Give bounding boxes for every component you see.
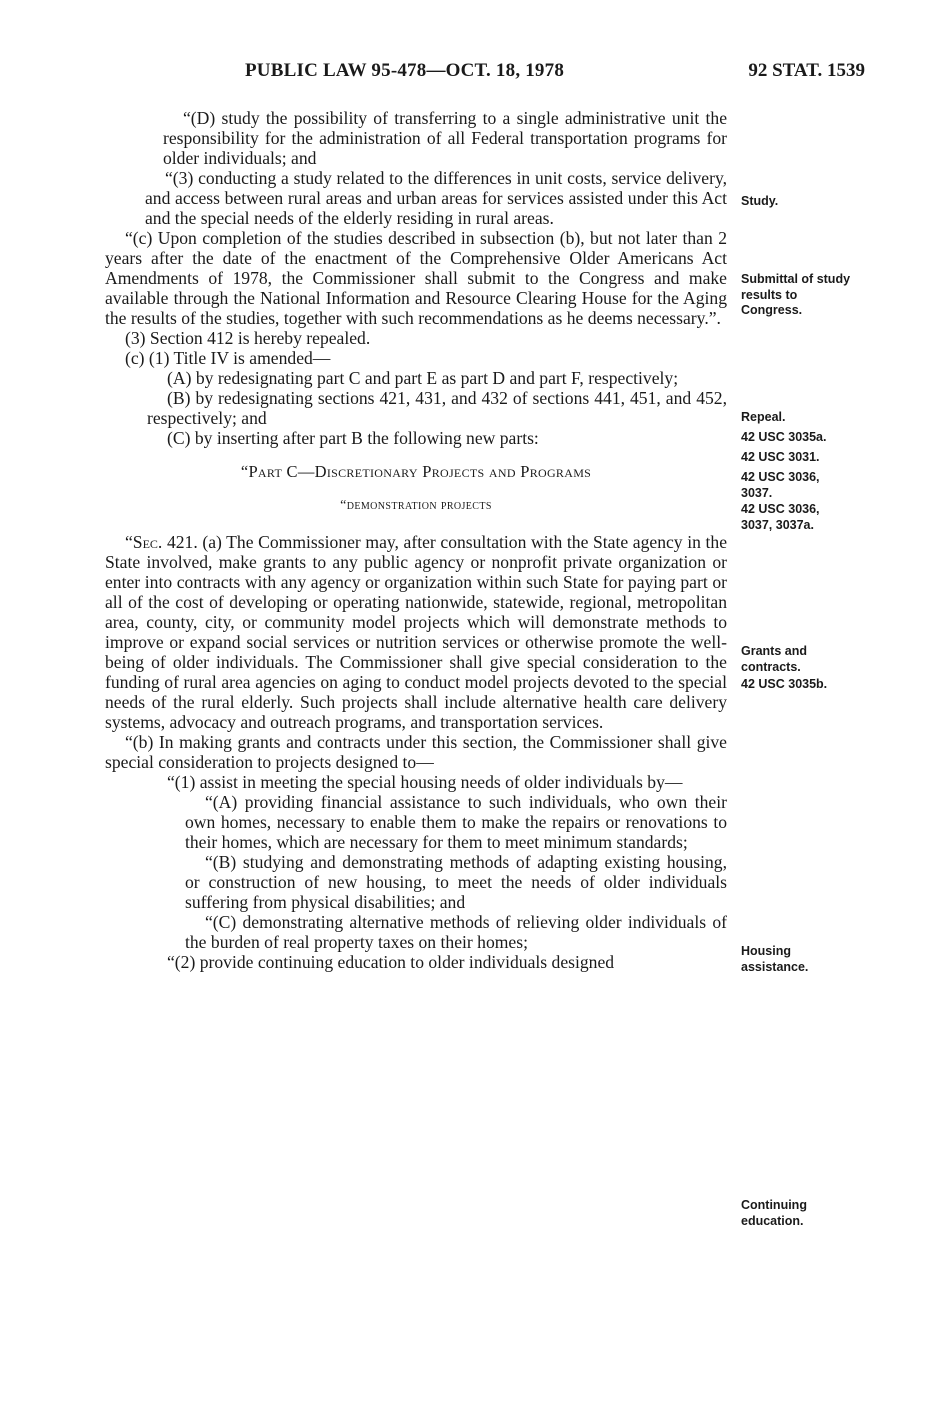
paragraph-3: “(3) conducting a study related to the differences in unit costs, service delivery, and access between rural areas and urban areas for services assisted under this Act and the special needs of the elderly residing in rural areas. (145, 168, 727, 228)
margin-note-usc-3035b: 42 USC 3035b. (741, 677, 828, 691)
statute-page-number: 92 STAT. 1539 (748, 60, 865, 81)
paragraph-c: “(c) Upon completion of the studies described in subsection (b), but not later than 2 years after the date of the enactment of the Comprehensive Older Americans Act Amendments of 1978, the Commissioner shall submit to the Congress and make available through the National Information and Resource Clearing House for the Aging the results of the studies, together with such recommendations as he deems necessary.”. (105, 228, 727, 328)
law-title: PUBLIC LAW 95-478—OCT. 18, 1978 (245, 60, 565, 81)
margin-note-usc-3035a: 42 USC 3035a. (741, 430, 827, 444)
margin-note-study: Study. (741, 194, 779, 208)
paragraph-b1-a: “(A) providing financial assistance to such individuals, who own their own homes, necessary to enable them to make the repairs or renovations to their homes, which are necessary for them to meet minimum standards; (185, 792, 727, 852)
paragraph-repeal: (3) Section 412 is hereby repealed. (125, 328, 371, 348)
section-label: “Sec. 421. (125, 532, 198, 552)
margin-note-education: Continuing education. (741, 1198, 807, 1228)
paragraph-b2-education: “(2) provide continuing education to older individuals designed (167, 952, 615, 972)
margin-note-usc-3036-3037a: 42 USC 3036, 3037, 3037a. (741, 502, 820, 532)
margin-note-repeal: Repeal. (741, 410, 786, 424)
page-header (105, 60, 865, 84)
paragraph-b1-b: “(B) studying and demonstrating methods of adapting existing housing, or construction of new housing, to meet the needs of older individuals suffering from physical disabilities; and (185, 852, 727, 912)
margin-note-housing: Housing assistance. (741, 944, 809, 974)
margin-note-submittal: Submittal of study results to Congress. (741, 272, 851, 317)
paragraph-b-redesignate: (B) by redesignating sections 421, 431, and 432 of sections 441, 451, and 452, respectively; and (147, 388, 727, 428)
paragraph-b1-c: “(C) demonstrating alternative methods of relieving older individuals of the burden of real property taxes on their homes; (185, 912, 727, 952)
margin-note-grants: Grants and contracts. (741, 644, 807, 674)
section-421-a-text: (a) The Commissioner may, after consultation with the State agency in the State involved, make grants to any public agency or nonprofit private organization or enter into contracts with any agency or organization within such State for paying part or all of the cost of developing or operating nationwide, statewide, regional, metropolitan area, county, city, or community model projects which will demonstrate methods to improve or expand social services or nutrition services or otherwise promote the well-being of older individuals. The Commissioner shall give special consideration to the funding of rural area agencies on aging to conduct model projects devoted to the special needs of the rural elderly. Such projects shall include alternative health care delivery systems, advocacy and outreach programs, and transportation services. (105, 532, 728, 732)
paragraph-c-insert: (C) by inserting after part B the following new parts: (167, 428, 539, 448)
paragraph-b1-housing: “(1) assist in meeting the special housing needs of older individuals by— (167, 772, 683, 792)
paragraph-d: “(D) study the possibility of transferring to a single administrative unit the responsibility for the administration of all Federal transportation programs for older individuals; and (163, 108, 727, 168)
paragraph-a-redesignate: (A) by redesignating part C and part E as part D and part F, respectively; (167, 368, 679, 388)
margin-note-usc-3036: 42 USC 3036, 3037. (741, 470, 820, 500)
section-421-b: “(b) In making grants and contracts under this section, the Commissioner shall give special consideration to projects designed to— (105, 732, 727, 772)
part-c-heading: “Part C—Discretionary Projects and Programs (240, 462, 592, 481)
demonstration-projects-heading: “demonstration projects (340, 498, 492, 513)
body-block-1 (105, 108, 727, 972)
section-421-a (105, 532, 727, 732)
margin-note-usc-3031: 42 USC 3031. (741, 450, 820, 464)
paragraph-title-iv: (c) (1) Title IV is amended— (125, 348, 331, 368)
